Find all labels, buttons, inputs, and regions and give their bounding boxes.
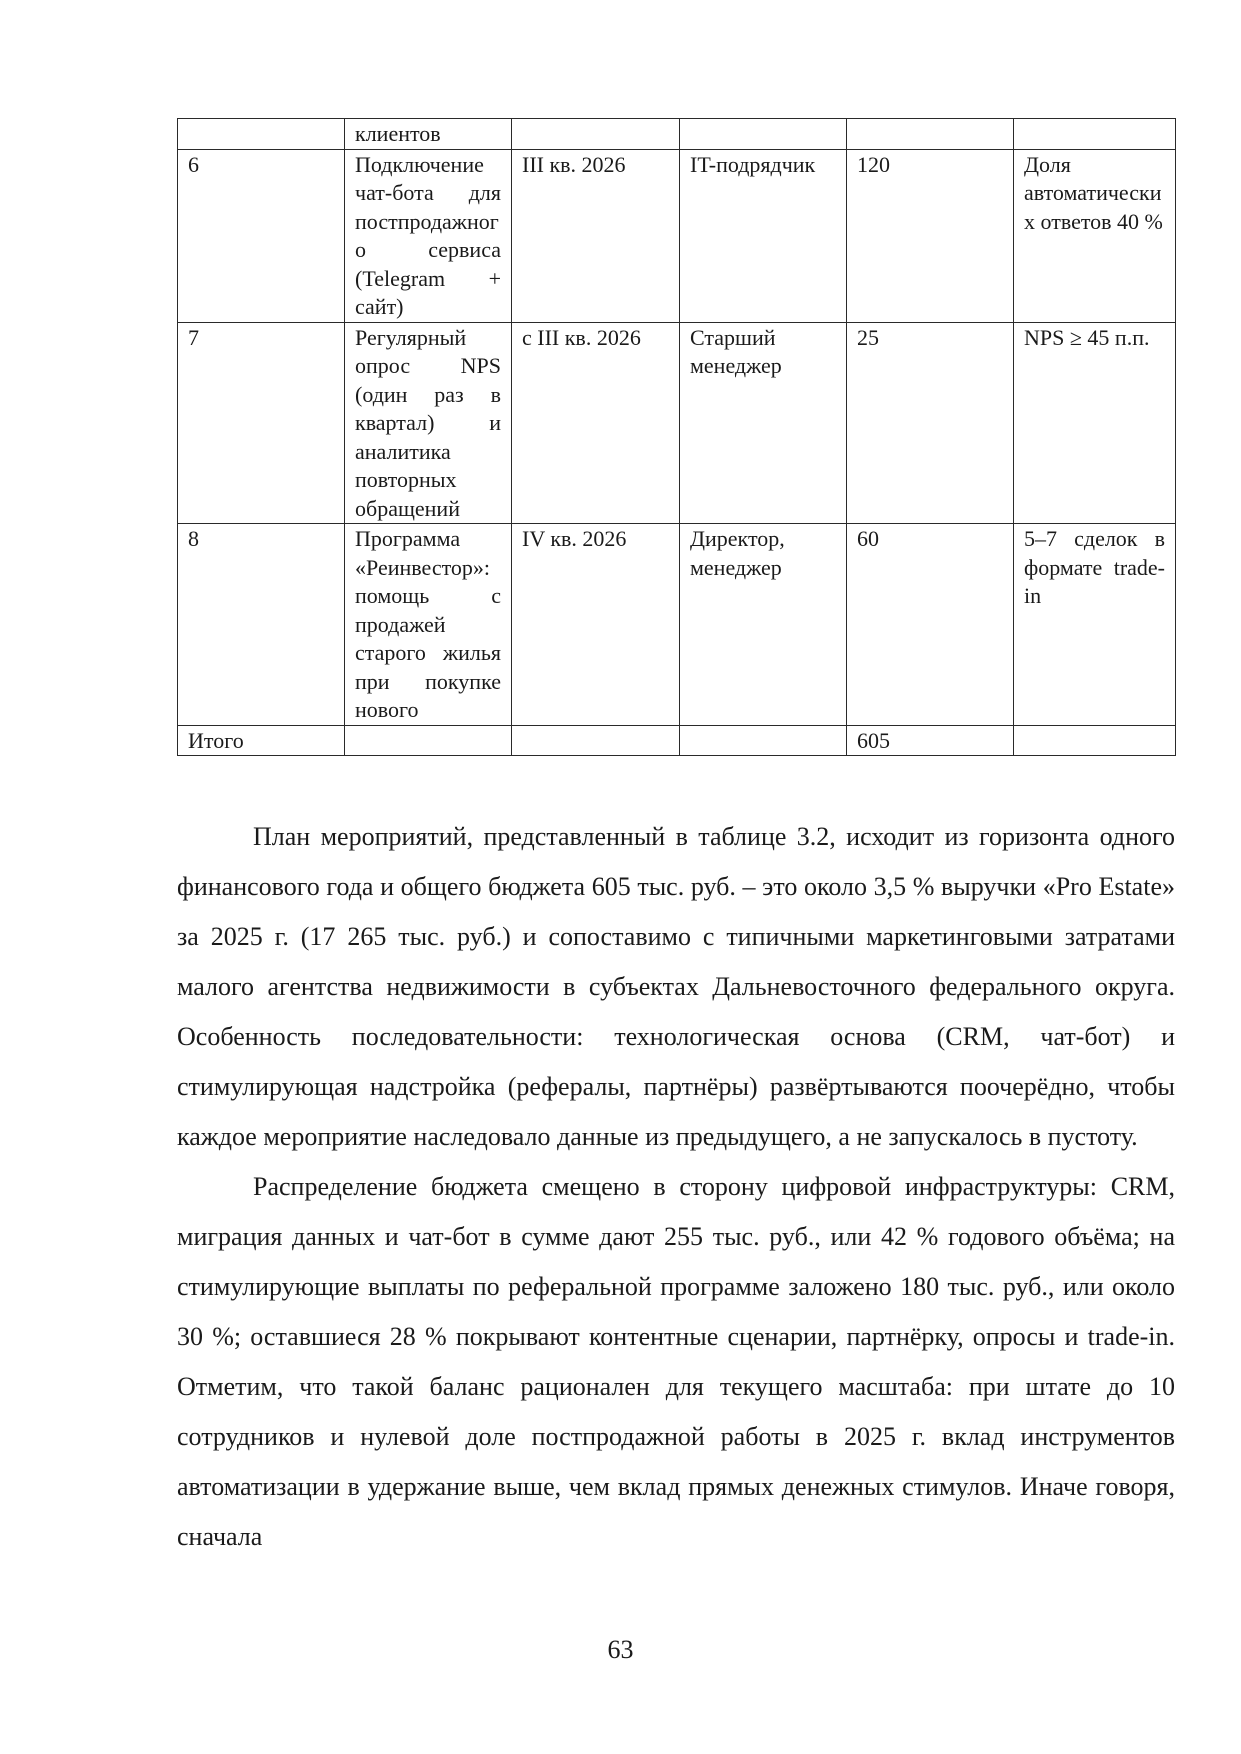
total-empty-cell bbox=[1014, 725, 1176, 756]
total-empty-cell bbox=[345, 725, 512, 756]
cell-activity: Регулярный опрос NPS (один раз в квартал) и аналитика повторных обращений bbox=[345, 322, 512, 524]
total-budget: 605 bbox=[847, 725, 1014, 756]
cell-responsible: IT-подрядчик bbox=[680, 149, 847, 322]
cell-activity: Подключение чат-бота для постпродажного сервиса (Telegram + сайт) bbox=[345, 149, 512, 322]
action-plan-table bbox=[177, 118, 1176, 756]
cell-activity: Программа «Реинвестор»: помощь с продажей старого жилья при покупке нового bbox=[345, 524, 512, 726]
cell-budget: 120 bbox=[847, 149, 1014, 322]
cell-budget bbox=[847, 119, 1014, 150]
cell-kpi: Доля автоматических ответов 40 % bbox=[1014, 149, 1176, 322]
cell-num bbox=[178, 119, 345, 150]
total-empty-cell bbox=[512, 725, 680, 756]
cell-period: III кв. 2026 bbox=[512, 149, 680, 322]
total-label: Итого bbox=[178, 725, 345, 756]
cell-num: 8 bbox=[178, 524, 345, 726]
cell-period: IV кв. 2026 bbox=[512, 524, 680, 726]
table-row bbox=[178, 119, 1176, 150]
page-number: 63 bbox=[607, 1635, 634, 1664]
cell-budget: 60 bbox=[847, 524, 1014, 726]
cell-responsible bbox=[680, 119, 847, 150]
cell-budget: 25 bbox=[847, 322, 1014, 524]
cell-kpi: 5–7 сделок в формате trade-in bbox=[1014, 524, 1176, 726]
table-row bbox=[178, 322, 1176, 524]
table-row bbox=[178, 524, 1176, 726]
cell-period: с III кв. 2026 bbox=[512, 322, 680, 524]
cell-period bbox=[512, 119, 680, 150]
table-row bbox=[178, 149, 1176, 322]
paragraph: План мероприятий, представленный в таблице 3.2, исходит из горизонта одного финансового года и общего бюджета 605 тыс. руб. – это около 3,5 % выручки «Pro Estate» за 2025 г. (17 265 тыс. руб.) и сопоставимо с типичными маркетинговыми затратами малого агентства недвижимости в субъектах Дальневосточного федерального округа. Особенность последовательности: технологическая основа (CRM, чат-бот) и стимулирующая надстройка (рефералы, партнёры) развёртываются поочерёдно, чтобы каждое мероприятие наследовало данные из предыдущего, а не запускалось в пустоту. bbox=[177, 822, 1175, 1151]
cell-kpi bbox=[1014, 119, 1176, 150]
body-text bbox=[177, 812, 1175, 1562]
table-total-row bbox=[178, 725, 1176, 756]
total-empty-cell bbox=[680, 725, 847, 756]
cell-activity: клиентов bbox=[345, 119, 512, 150]
cell-num: 6 bbox=[178, 149, 345, 322]
paragraph: Распределение бюджета смещено в сторону цифровой инфраструктуры: CRM, миграция данных и чат-бот в сумме дают 255 тыс. руб., или 42 % годового объёма; на стимулирующие выплаты по реферальной программе заложено 180 тыс. руб., или около 30 %; оставшиеся 28 % покрывают контентные сценарии, партнёрку, опросы и trade-in. Отметим, что такой баланс рационален для текущего масштаба: при штате до 10 сотрудников и нулевой доле постпродажной работы в 2025 г. вклад инструментов автоматизации в удержание выше, чем вклад прямых денежных стимулов. Иначе говоря, сначала bbox=[177, 1172, 1175, 1551]
cell-num: 7 bbox=[178, 322, 345, 524]
cell-responsible: Старший менеджер bbox=[680, 322, 847, 524]
cell-responsible: Директор, менеджер bbox=[680, 524, 847, 726]
cell-kpi: NPS ≥ 45 п.п. bbox=[1014, 322, 1176, 524]
